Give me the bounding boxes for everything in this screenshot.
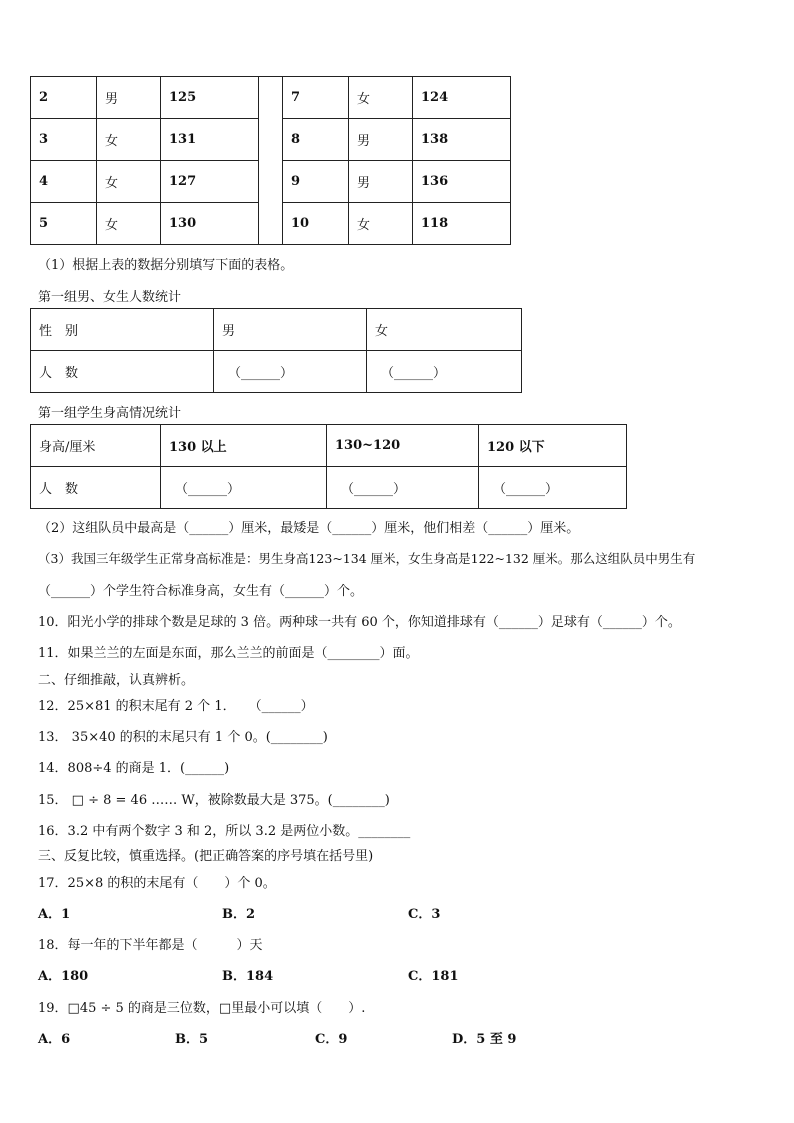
question-14: 14．808÷4 的商是 1．(______) xyxy=(38,761,230,776)
cell: 124 xyxy=(413,77,511,119)
cell: 女 xyxy=(349,77,413,119)
question-11: 11．如果兰兰的左面是东面，那么兰兰的前面是（________）面。 xyxy=(38,646,419,661)
question-3-line-2: （______）个学生符合标准身高，女生有（______）个。 xyxy=(38,584,364,599)
option-b[interactable]: B．2 xyxy=(222,907,256,922)
question-17-stem: 17．25×8 的积的末尾有（ ）个 0。 xyxy=(38,876,276,891)
option-b[interactable]: B．5 xyxy=(175,1032,209,1047)
height-table xyxy=(30,424,627,509)
option-a[interactable]: A．1 xyxy=(38,907,71,922)
option-c[interactable]: C．3 xyxy=(408,907,441,922)
table-row xyxy=(31,309,522,351)
cell: 118 xyxy=(413,203,511,245)
question-16: 16．3.2 中有两个数字 3 和 2，所以 3.2 是两位小数。________ xyxy=(38,824,411,839)
table-row xyxy=(31,351,522,393)
question-2: （2）这组队员中最高是（______）厘米，最矮是（______）厘米，他们相差（______）厘米。 xyxy=(38,521,580,536)
cell: 男 xyxy=(349,119,413,161)
option-a[interactable]: A．6 xyxy=(38,1032,71,1047)
cell: 5 xyxy=(31,203,97,245)
option-c[interactable]: C．181 xyxy=(408,969,459,984)
section-2-heading: 二、仔细推敲，认真辨析。 xyxy=(38,673,195,688)
cell: 9 xyxy=(283,161,349,203)
question-12: 12．25×81 的积末尾有 2 个 1． （______） xyxy=(38,699,314,714)
cell: 3 xyxy=(31,119,97,161)
option-c[interactable]: C．9 xyxy=(315,1032,348,1047)
table-row xyxy=(31,77,511,119)
cell: 8 xyxy=(283,119,349,161)
cell: 130~120 xyxy=(327,425,479,467)
cell: 138 xyxy=(413,119,511,161)
blank-field[interactable]: （______） xyxy=(367,351,522,393)
cell: 女 xyxy=(349,203,413,245)
gender-table-caption: 第一组男、女生人数统计 xyxy=(38,290,182,305)
cell: 136 xyxy=(413,161,511,203)
cell: 女 xyxy=(367,309,522,351)
question-15: 15． □ ÷ 8 = 46 …… W，被除数最大是 375。(________) xyxy=(38,793,390,808)
option-a[interactable]: A．180 xyxy=(38,969,89,984)
blank-field[interactable]: （______） xyxy=(327,467,479,509)
cell: 人 数 xyxy=(31,467,161,509)
blank-field[interactable]: （______） xyxy=(479,467,627,509)
cell: 性 别 xyxy=(31,309,214,351)
cell: 4 xyxy=(31,161,97,203)
cell: 男 xyxy=(349,161,413,203)
cell: 7 xyxy=(283,77,349,119)
cell: 131 xyxy=(161,119,259,161)
cell: 男 xyxy=(214,309,367,351)
q1-instruction: （1）根据上表的数据分别填写下面的表格。 xyxy=(38,258,294,273)
table-row xyxy=(31,425,627,467)
question-13: 13． 35×40 的积的末尾只有 1 个 0。(________) xyxy=(38,730,328,745)
question-3-line-1: （3）我国三年级学生正常身高标准是：男生身高123~134 厘米，女生身高是122~132 厘米。那么这组队员中男生有 xyxy=(38,551,696,566)
table-row xyxy=(31,467,627,509)
cell: 130 以上 xyxy=(161,425,327,467)
question-18-stem: 18．每一年的下半年都是（ ）天 xyxy=(38,938,263,953)
cell: 120 以下 xyxy=(479,425,627,467)
cell: 125 xyxy=(161,77,259,119)
cell: 人 数 xyxy=(31,351,214,393)
question-19-stem: 19．□45 ÷ 5 的商是三位数，□里最小可以填（ ）. xyxy=(38,1001,366,1016)
cell: 2 xyxy=(31,77,97,119)
cell: 女 xyxy=(97,203,161,245)
gender-table xyxy=(30,308,522,393)
section-3-heading: 三、反复比较，慎重选择。(把正确答案的序号填在括号里) xyxy=(38,849,374,864)
option-b[interactable]: B．184 xyxy=(222,969,274,984)
blank-field[interactable]: （______） xyxy=(214,351,367,393)
cell: 10 xyxy=(283,203,349,245)
cell: 130 xyxy=(161,203,259,245)
height-table-caption: 第一组学生身高情况统计 xyxy=(38,406,182,421)
roster-table xyxy=(30,76,511,245)
cell: 身高/厘米 xyxy=(31,425,161,467)
cell: 女 xyxy=(97,119,161,161)
cell: 127 xyxy=(161,161,259,203)
table-gap xyxy=(259,77,283,245)
cell: 女 xyxy=(97,161,161,203)
option-d[interactable]: D．5 至 9 xyxy=(452,1032,517,1047)
question-10: 10．阳光小学的排球个数是足球的 3 倍。两种球一共有 60 个，你知道排球有（______）足球有（______）个。 xyxy=(38,615,681,630)
blank-field[interactable]: （______） xyxy=(161,467,327,509)
cell: 男 xyxy=(97,77,161,119)
